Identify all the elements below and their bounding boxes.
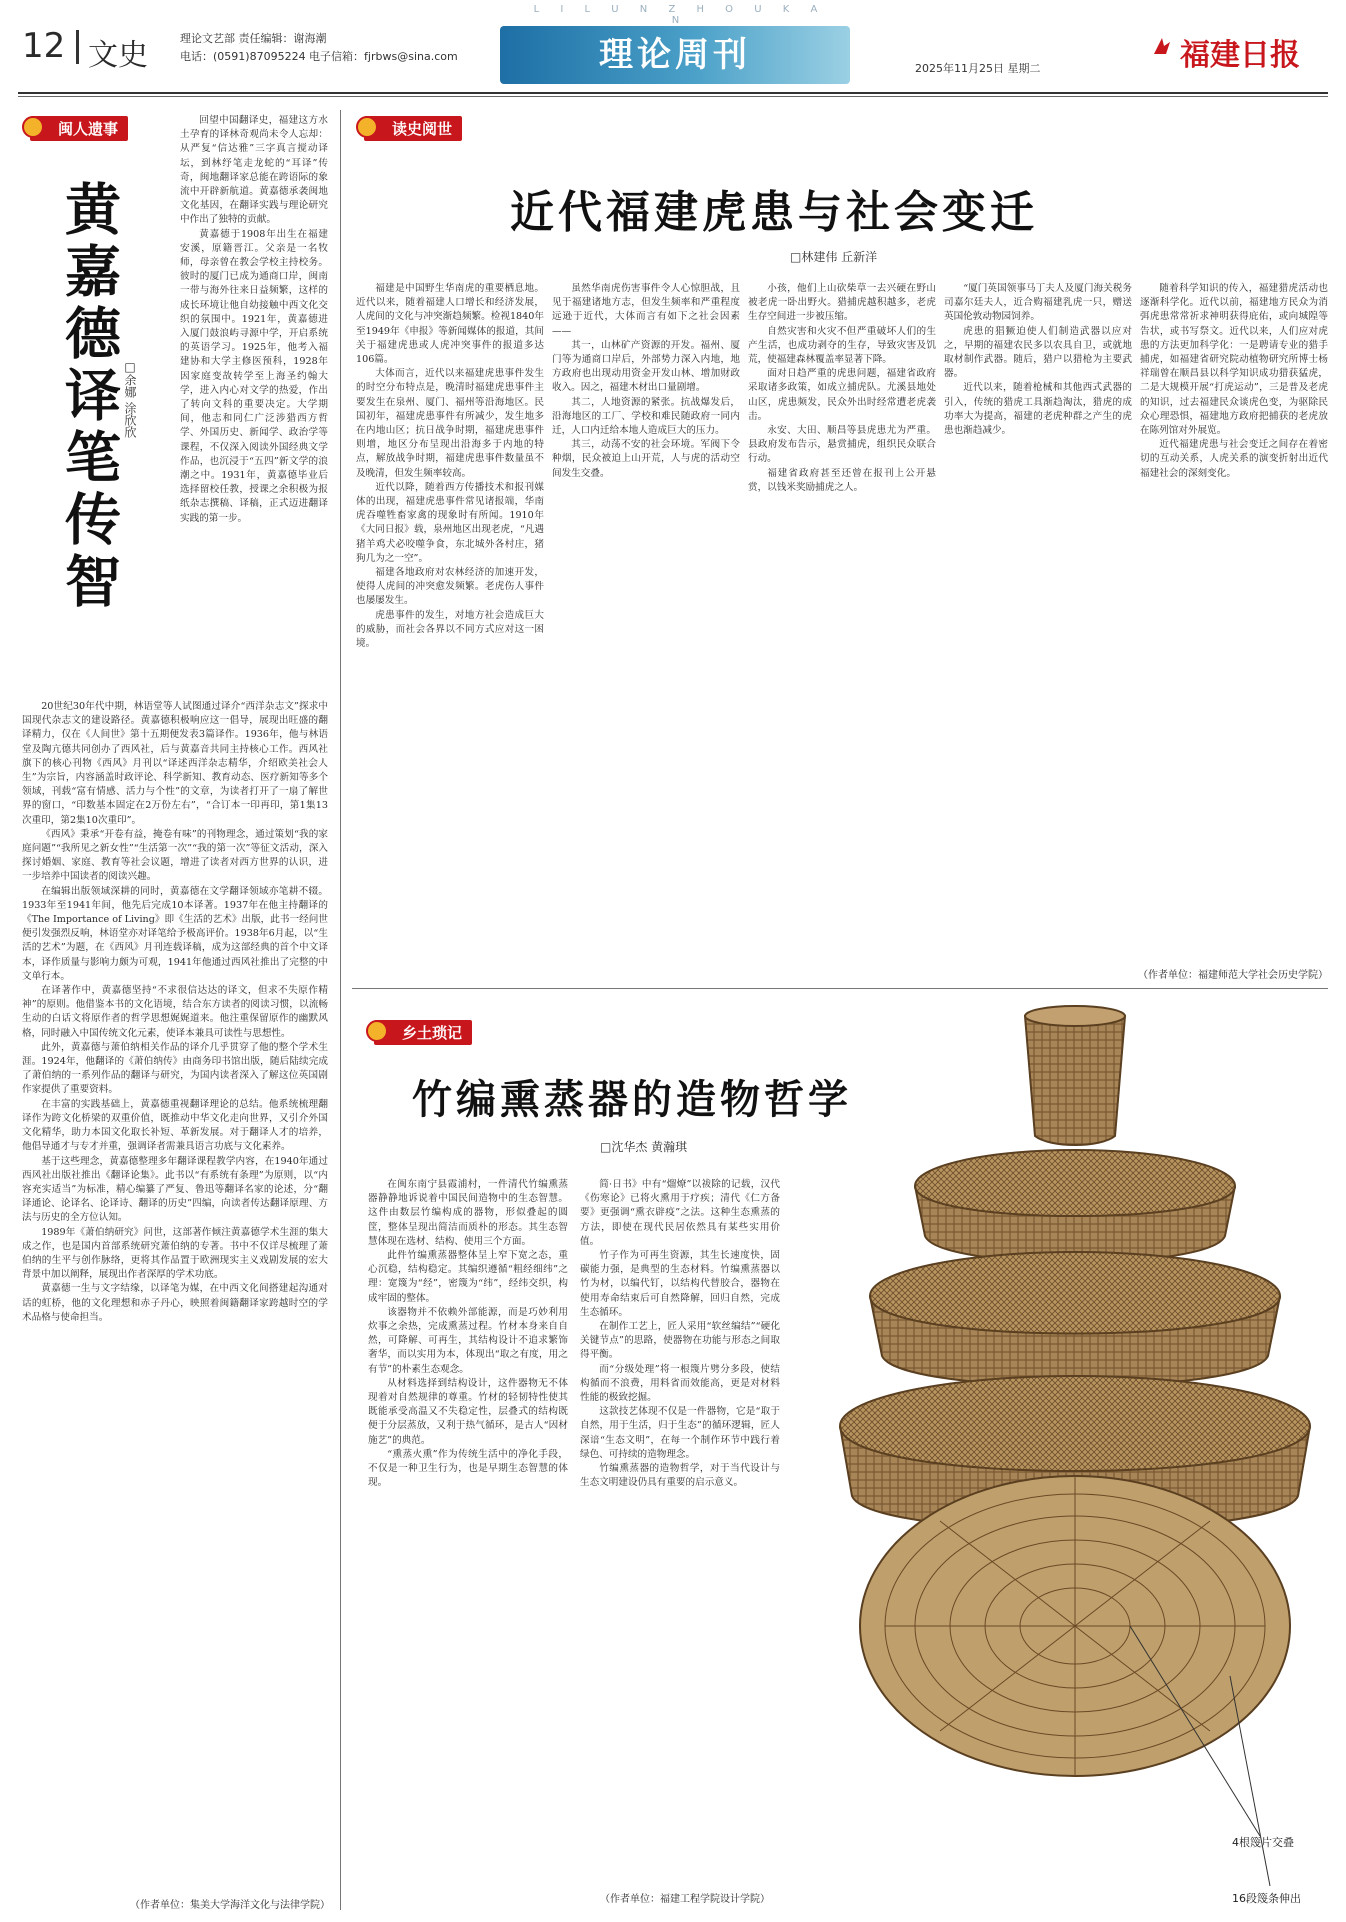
seal-icon [356, 116, 378, 138]
section-banner [500, 26, 850, 84]
top-article-col2 [552, 282, 740, 982]
top-article-col5 [1140, 282, 1328, 962]
paragraph: 此件竹编熏蒸器整体呈上窄下宽之态，重心沉稳，结构稳定。其编织遵循“粗经细纬”之理：宽篾为“经”，密篾为“纬”，经纬交织，构成牢固的整体。 [368, 1250, 568, 1304]
page-section: 文史 [88, 38, 148, 73]
paragraph: “厦门英国领事马丁夫人及厦门海关税务司嘉尔廷夫人，近合购福建乳虎一只，赠送英国伦敦动物园饲养。 [944, 283, 1132, 323]
paragraph: 其一，山林矿产资源的开发。福州、厦门等为通商口岸后，外部势力深入内地，地方政府也出现动用资金开发山林、增加财政收入。因之，福建木材出口量剧增。 [552, 339, 740, 394]
bottom-article-col1 [368, 1178, 568, 1896]
seal-icon [366, 1020, 388, 1042]
figure-caption-2: 16段篾条伸出 [1232, 1892, 1301, 1905]
paragraph: 简·日书》中有“熘燎”以祓除的记载，汉代《伤寒论》已将火熏用于疗疾；清代《仁方备要》更强调“熏衣辟疫”之法。这种生态熏蒸的方法，即使在现代民居依然具有某些实用价值。 [580, 1179, 780, 1247]
paragraph: 随着科学知识的传入，福建猎虎活动也逐渐科学化。近代以前，福建地方民众为消弭虎患常常祈求神明获得庇佑，或向城隍等告状，或书写祭文。近代以来，人们应对虎患的方法更加科学化：一是聘请专业的猎手捕虎，如福建省研究院动植物研究所博士杨祥瑞曾在顺昌县以科学知识成功猎获猛虎，二是大规模开展“打虎运动”，三是普及老虎的知识，过去福建民众谈虎色变，为驱除民众心理恐惧，福建地方政府把捕获的老虎放在陈列馆对外展览。 [1140, 283, 1328, 437]
paragraph: 在丰富的实践基础上，黄嘉德重视翻译理论的总结。他系统梳理翻译作为跨文化桥梁的双重价值，既推动中华文化走向世界，又引介外国文化精华，助力本国文化取长补短、革新发展。对于翻译人才的培养，他倡导通才与专才并重，强调译者需兼具语言功底与文化素养。 [22, 1098, 328, 1153]
paragraph: 竹编熏蒸器的造物哲学，对于当代设计与生态文明建设仍具有重要的启示意义。 [580, 1463, 780, 1489]
paragraph: 在闽东南宁县霞浦村，一件清代竹编熏蒸器静静地诉说着中国民间造物中的生态智慧。这件由数层竹编构成的器物，形似叠起的圆筐，整体呈现出简洁而质朴的形态。其生态智慧体现在选材、结构、使用三个方面。 [368, 1179, 568, 1247]
paragraph: 小孩，他们上山砍柴草一去兴硬在野山被老虎一卧出野火。猎捕虎越积越多，老虎生存空间进一步被压缩。 [748, 283, 936, 323]
paragraph: 大体而言，近代以来福建虎患事件发生的时空分布特点是，晚清时福建虎患事件主要发生在泉州、厦门、福州等沿海地区。民国初年，福建虎患事件有所减少，发生地多在内地山区；抗日战争时期，福建虎患事件则增，地区分布呈现出沿海多于内地的特点，解放战争时期，福建虎患事件数量虽不及晚清，但发生频率较高。 [356, 368, 544, 479]
bottom-author-unit: （作者单位：福建工程学院设计学院） [600, 1894, 770, 1905]
banner-title: 理论周刊 [599, 35, 751, 75]
paragraph: 《西风》秉承“开卷有益，掩卷有味”的刊物理念，通过策划“我的家庭问题”“我所见之新女性”“生活第一次”“我的第一次”等征文活动，深入探讨婚姻、家庭、教育等社会议题，增进了读者对西方世界的认识，进一步培养中国读者的阅读兴趣。 [22, 828, 328, 883]
paragraph: 福建省政府甚至还曾在报刊上公开悬赏，以钱米奖励捕虎之人。 [748, 467, 936, 493]
paragraph: 黄嘉德于1908年出生在福建安溪，原籍晋江。父亲是一名牧师，母亲曾在教会学校主持校务。彼时的厦门已成为通商口岸，闽南一带与海外往来日益频繁，这样的成长环境让他自幼接触中西文化交织的氛围中。1921年，黄嘉德进入厦门鼓浪屿寻源中学，开启系统的英语学习。1925年，他考入福建协和大学主修医预科，1928年因家庭变故转学至上海圣约翰大学，进入内心对文学的热爱，作出了转向文科的重要决定。大学期间，他志和同仁广泛涉猎西方哲学、外国历史、新闻学、政治学等课程，不仅深入阅读外国经典文学作品，也沉浸于“五四”新文学的浪潮之中。1931年，黄嘉德毕业后选择留校任教，授课之余积极为报纸杂志撰稿、译稿，正式迈进翻译实践的第一步。 [180, 228, 328, 524]
paragraph: 其二，人地资源的紧张。抗战爆发后，沿海地区的工厂、学校和难民随政府一同内迁，人口内迁给本地人造成巨大的压力。 [552, 396, 740, 437]
bottom-article-col2 [580, 1178, 780, 1878]
paragraph: 竹子作为可再生资源，其生长速度快，固碳能力强，是典型的生态材料。竹编熏蒸器以竹为材，以编代钉，以结构代替胶合，器物在使用寿命结束后可自然降解，回归自然，完成生态循环。 [580, 1250, 780, 1318]
paragraph: 虽然华南虎伤害事件令人心惊胆战，且见于福建诸地方志，但发生频率和严重程度远逊于近代，大体而言有如下之社会因素—— [552, 283, 740, 337]
paragraph: 永安、大田、顺昌等县虎患尤为严重。县政府发布告示，悬赏捕虎，组织民众联合行动。 [748, 425, 936, 465]
left-article-title: 黄嘉德译笔传智 [56, 180, 121, 614]
top-author-unit: （作者单位：福建师范大学社会历史学院） [1138, 970, 1328, 981]
newspaper-logo: 福建日报 [1180, 38, 1300, 73]
paragraph: 自然灾害和火灾不但严重破坏人们的生产生活，也成功剥夺的生存，导致灾害及饥荒，使福建森林覆盖率显著下降。 [748, 325, 936, 366]
column-separator [340, 110, 341, 1910]
paragraph: 基于这些理念，黄嘉德整理多年翻译课程教学内容，在1940年通过西风社出版社推出《翻译论集》。此书以“有系统有条理”为原则，以“内容充实适当”为标准，精心编纂了严复、鲁迅等翻译名家的论述，分“翻译通论、论译名、论译诗、翻译的历史”四编，向读者传达翻译原理、方法与历史的全方位认知。 [22, 1155, 328, 1224]
paragraph: 福建是中国野生华南虎的重要栖息地。近代以来，随着福建人口增长和经济发展，人虎间的文化与冲突渐趋频繁。检视1840年至1949年《申报》等新闻媒体的报道，其间关于福建虎患或人虎冲突事件的报道多达106篇。 [356, 283, 544, 366]
paragraph: 1989年《萧伯纳研究》问世，这部著作倾注黄嘉德学术生涯的集大成之作，也是国内首部系统研究萧伯纳的专著。书中不仅详尽梳理了萧伯纳的生平与创作脉络，更将其作品置于欧洲现实主义戏剧发展的宏大背景中加以阐释，展现出作者深厚的学术功底。 [22, 1226, 328, 1281]
paragraph: 虎患的猖獗迫使人们制造武器以应对之，早期的福建农民多以农具自卫，或就地取材制作武器。随后，猎户以猎枪为主要武器。 [944, 325, 1132, 380]
paragraph: 在编辑出版领域深耕的同时，黄嘉德在文学翻译领域亦笔耕不辍。1933年至1941年间，他先后完成10本译著。1937年在他主持翻译的《The Importance of Living》即《生活的艺术》出版，此书一经问世便引发强烈反响，林语堂亦对译笔给予极高评价。1938年6月起，以“生活的艺术”为题，在《西风》月刊连载译稿，成为这部经典的首个中文译本，译作质量与影响力颇为可观，1941年他通过西风社推出了完整的中文单行本。 [22, 885, 328, 982]
page-number-divider [76, 30, 79, 64]
paragraph: 黄嘉德一生与文字结缘，以译笔为媒，在中西文化间搭建起沟通对话的虹桥，他的文化理想和赤子丹心，映照着闽籍翻译家跨越时空的学术品格与使命担当。 [22, 1283, 328, 1323]
paragraph: 回望中国翻译史，福建这方水土孕育的译林奇观尚未令人忘却：从严复“信达雅”三字真言搅动译坛，到林纾笔走龙蛇的“耳译”传奇，闽地翻译家总能在跨语际的象流中开辟新航道。黄嘉德承袭闽地文化基因，在翻译实践与理论研究中作出了独特的贡献。 [180, 115, 328, 226]
left-article-author: □余娜 涂欣欣 [123, 360, 137, 438]
masthead-pinyin: L I L U N Z H O U K A N [533, 4, 827, 26]
paragraph: 在译著作中，黄嘉德坚持“不求很信达达的译文，但求不失原作精神”的原则。他借鉴本书的文化语境，结合东方读者的阅读习惯，以流畅生动的白话文将原作者的哲学思想娓娓道来。他注重保留原作的幽默风格，同时融入中国传统文化元素，使译本兼具可读性与思想性。 [22, 985, 328, 1039]
bottom-column-label: 乡土琐记 [374, 1020, 472, 1045]
paragraph: 从材料选择到结构设计，这件器物无不体现着对自然规律的尊重。竹材的轻韧特性使其既能承受高温又不失稳定性，层叠式的结构既便于分层蒸放，又利于热气循环，是古人“因材施艺”的典范。 [368, 1377, 568, 1446]
bottom-column-header [366, 1020, 472, 1045]
contact-line: 电话：(0591)87095224 电子信箱：fjrbws@sina.com [180, 50, 458, 63]
top-article-col3 [748, 282, 936, 982]
paragraph: 该器物并不依赖外部能源，而是巧妙利用炊事之余热，完成熏蒸过程。竹材本身来自自然，可降解、可再生，其结构设计不追求繁饰奢华，而以实用为本，体现出“取之有度，用之有节”的朴素生态观念。 [368, 1306, 568, 1375]
paragraph: 其三，动荡不安的社会环境。军阀下令种烟，民众被迫上山开荒，人与虎的活动空间发生交叠。 [552, 439, 740, 479]
left-column-header [22, 116, 128, 141]
paragraph: 这款技艺体现不仅是一件器物，它是“取于自然，用于生活，归于生态”的循环逻辑，匠人深谙“生态文明”，在每一个制作环节中践行着绿色、可持续的造物理念。 [580, 1406, 780, 1460]
left-article-body [22, 700, 328, 1880]
bottom-article-title: 竹编熏蒸器的造物哲学 [412, 1077, 852, 1123]
editor-info [180, 30, 458, 66]
left-article-lead [180, 114, 328, 690]
bottom-article-author: □沈华杰 黄瀚琪 [600, 1140, 688, 1154]
section-separator [352, 988, 1328, 989]
paragraph: 而“分级处理”将一根篾片劈分多段，使结构循而不浪费，用料省而效能高，更是对材料性能的极致挖掘。 [580, 1363, 780, 1404]
paragraph: 在制作工艺上，匠人采用“软丝编结”“硬化关键节点”的思路，使器物在功能与形态之间取得平衡。 [580, 1321, 780, 1361]
paragraph: 虎患事件的发生，对地方社会造成巨大的威胁，而社会各界以不同方式应对这一困境。 [356, 609, 544, 650]
masthead-rule [18, 92, 1328, 94]
bamboo-basket-photo [830, 996, 1330, 1916]
top-article-author: □林建伟 丘新洋 [790, 250, 878, 264]
seal-icon [22, 116, 44, 138]
paragraph: 此外，黄嘉德与萧伯纳相关作品的译介几乎贯穿了他的整个学术生涯。1924年，他翻译的《萧伯纳传》由商务印书馆出版，随后陆续完成了萧伯纳的一系列作品的翻译与研究，为国内读者深入了解这位英国剧作家提供了重要资料。 [22, 1041, 328, 1096]
top-article-col1 [356, 282, 544, 982]
paragraph: “熏蒸火熏”作为传统生活中的净化手段，不仅是一种卫生行为，也是早期生态智慧的体现。 [368, 1448, 568, 1489]
paragraph: 面对日趋严重的虎患问题，福建省政府采取诸多政策，如成立捕虎队。尤溪县地处山区，虎患频发，民众外出时经常遭老虎袭击。 [748, 368, 936, 422]
page-number: 12 [22, 26, 66, 66]
masthead-rule-thin [18, 96, 1328, 97]
paragraph: 近代福建虎患与社会变迁之间存在着密切的互动关系，人虎关系的演变折射出近代福建社会的深刻变化。 [1140, 439, 1328, 479]
editor-line: 理论文艺部 责任编辑：谢海潮 [180, 32, 327, 45]
top-column-header [356, 116, 462, 141]
issue-date: 2025年11月25日 星期二 [915, 62, 1041, 75]
top-article-title: 近代福建虎患与社会变迁 [510, 187, 1038, 238]
paragraph: 近代以来，随着枪械和其他西式武器的引入，传统的猎虎工具渐趋淘汰，猎虎的成功率大为提高，福建的老虎种群之产生的虎患也渐趋减少。 [944, 382, 1132, 437]
left-author-unit: （作者单位：集美大学海洋文化与法律学院） [130, 1900, 330, 1911]
top-article-col4 [944, 282, 1132, 982]
paragraph: 20世纪30年代中期，林语堂等人试图通过译介“西洋杂志文”探求中国现代杂志文的建设路径。黄嘉德积极响应这一倡导，展现出旺盛的翻译精力，仅在《人间世》第十五期便发表3篇译作。1936年，他与林语堂及陶亢德共同创办了西风社，后与黄嘉音共同主持核心工作。西风社旗下的核心刊物《西风》月刊以“译述西洋杂志精华，介绍欧美社会人生”为宗旨，内容涵盖时政评论、科学新知、教育动态、医疗新知等多个领域，刊载“富有情感、活力与个性”的文章，为读者打开了一扇了解世界的窗口，“印数基本固定在2万份左右”，“合订本一印再印，第1集13次重印，第2集10次重印”。 [22, 701, 328, 826]
top-column-label: 读史阅世 [364, 116, 462, 141]
paragraph: 近代以降，随着西方传播技术和报刊媒体的出现，福建虎患事件常见诸报端，华南虎吞噬牲畜家禽的现象时有所闻。1910年《大同日报》载，泉州地区出现老虎，“凡遇猪羊鸡犬必咬噬争食，东北城外各村庄，猪狗几为之一空”。 [356, 481, 544, 564]
left-column-label: 闽人遗事 [30, 116, 128, 141]
figure-caption-1: 4根篾片交叠 [1232, 1836, 1294, 1849]
paragraph: 福建各地政府对农林经济的加速开发，使得人虎间的冲突愈发频繁。老虎伤人事件也屡屡发生。 [356, 567, 544, 607]
flame-logo-icon [1150, 34, 1174, 58]
